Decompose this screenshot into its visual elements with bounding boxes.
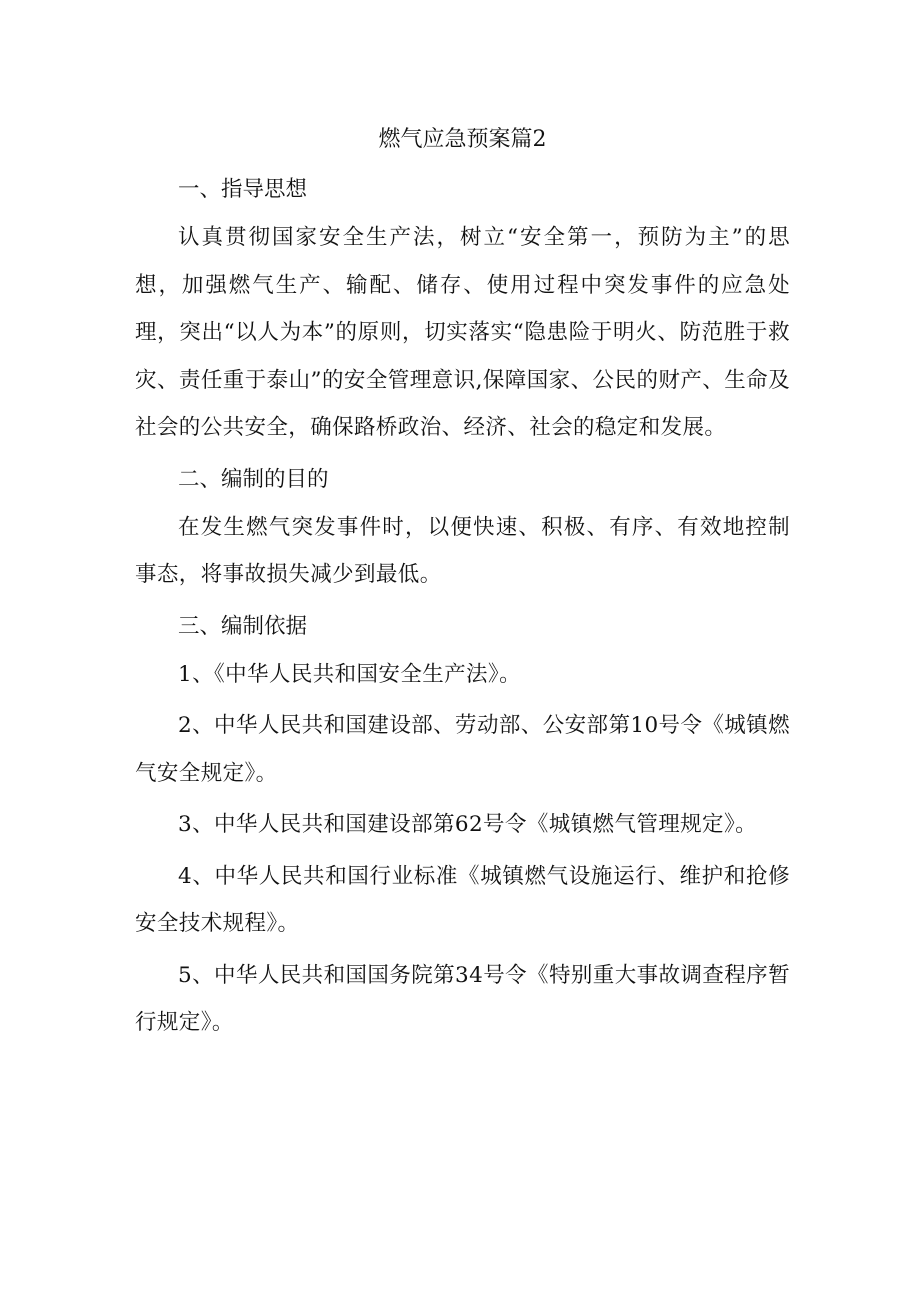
- basis-item: 4、中华人民共和国行业标准《城镇燃气设施运行、维护和抢修安全技术规程》。: [135, 863, 790, 936]
- paragraph-guiding-ideology: 认真贯彻国家安全生产法，树立“安全第一，预防为主”的思想，加强燃气生产、输配、储存、使用过程中突发事件的应急处理，突出“以人为本”的原则，切实落实“隐患险于明火、防范胜于救灾、责任重于泰山”的安全管理意识,保障国家、公民的财产、生命及社会的公共安全，确保路桥政治、经济、社会的稳定和发展。: [135, 225, 790, 440]
- basis-item: 5、中华人民共和国国务院第34号令《特别重大事故调查程序暂行规定》。: [135, 962, 790, 1035]
- basis-item: 3、中华人民共和国建设部第62号令《城镇燃气管理规定》。: [178, 812, 757, 837]
- basis-item: 1、《中华人民共和国安全生产法》。: [178, 661, 521, 687]
- paragraph-purpose: 在发生燃气突发事件时，以便快速、积极、有序、有效地控制事态，将事故损失减少到最低。: [135, 514, 790, 587]
- document-page: [135, 120, 790, 1047]
- section-heading-basis: 三、编制依据: [178, 613, 308, 639]
- page-title: 燃气应急预案篇2: [378, 127, 547, 152]
- section-heading-guiding-ideology: 一、指导思想: [178, 177, 308, 202]
- section-heading-purpose: 二、编制的目的: [178, 466, 329, 492]
- basis-item: 2、中华人民共和国建设部、劳动部、公安部第10号令《城镇燃气安全规定》。: [135, 713, 790, 786]
